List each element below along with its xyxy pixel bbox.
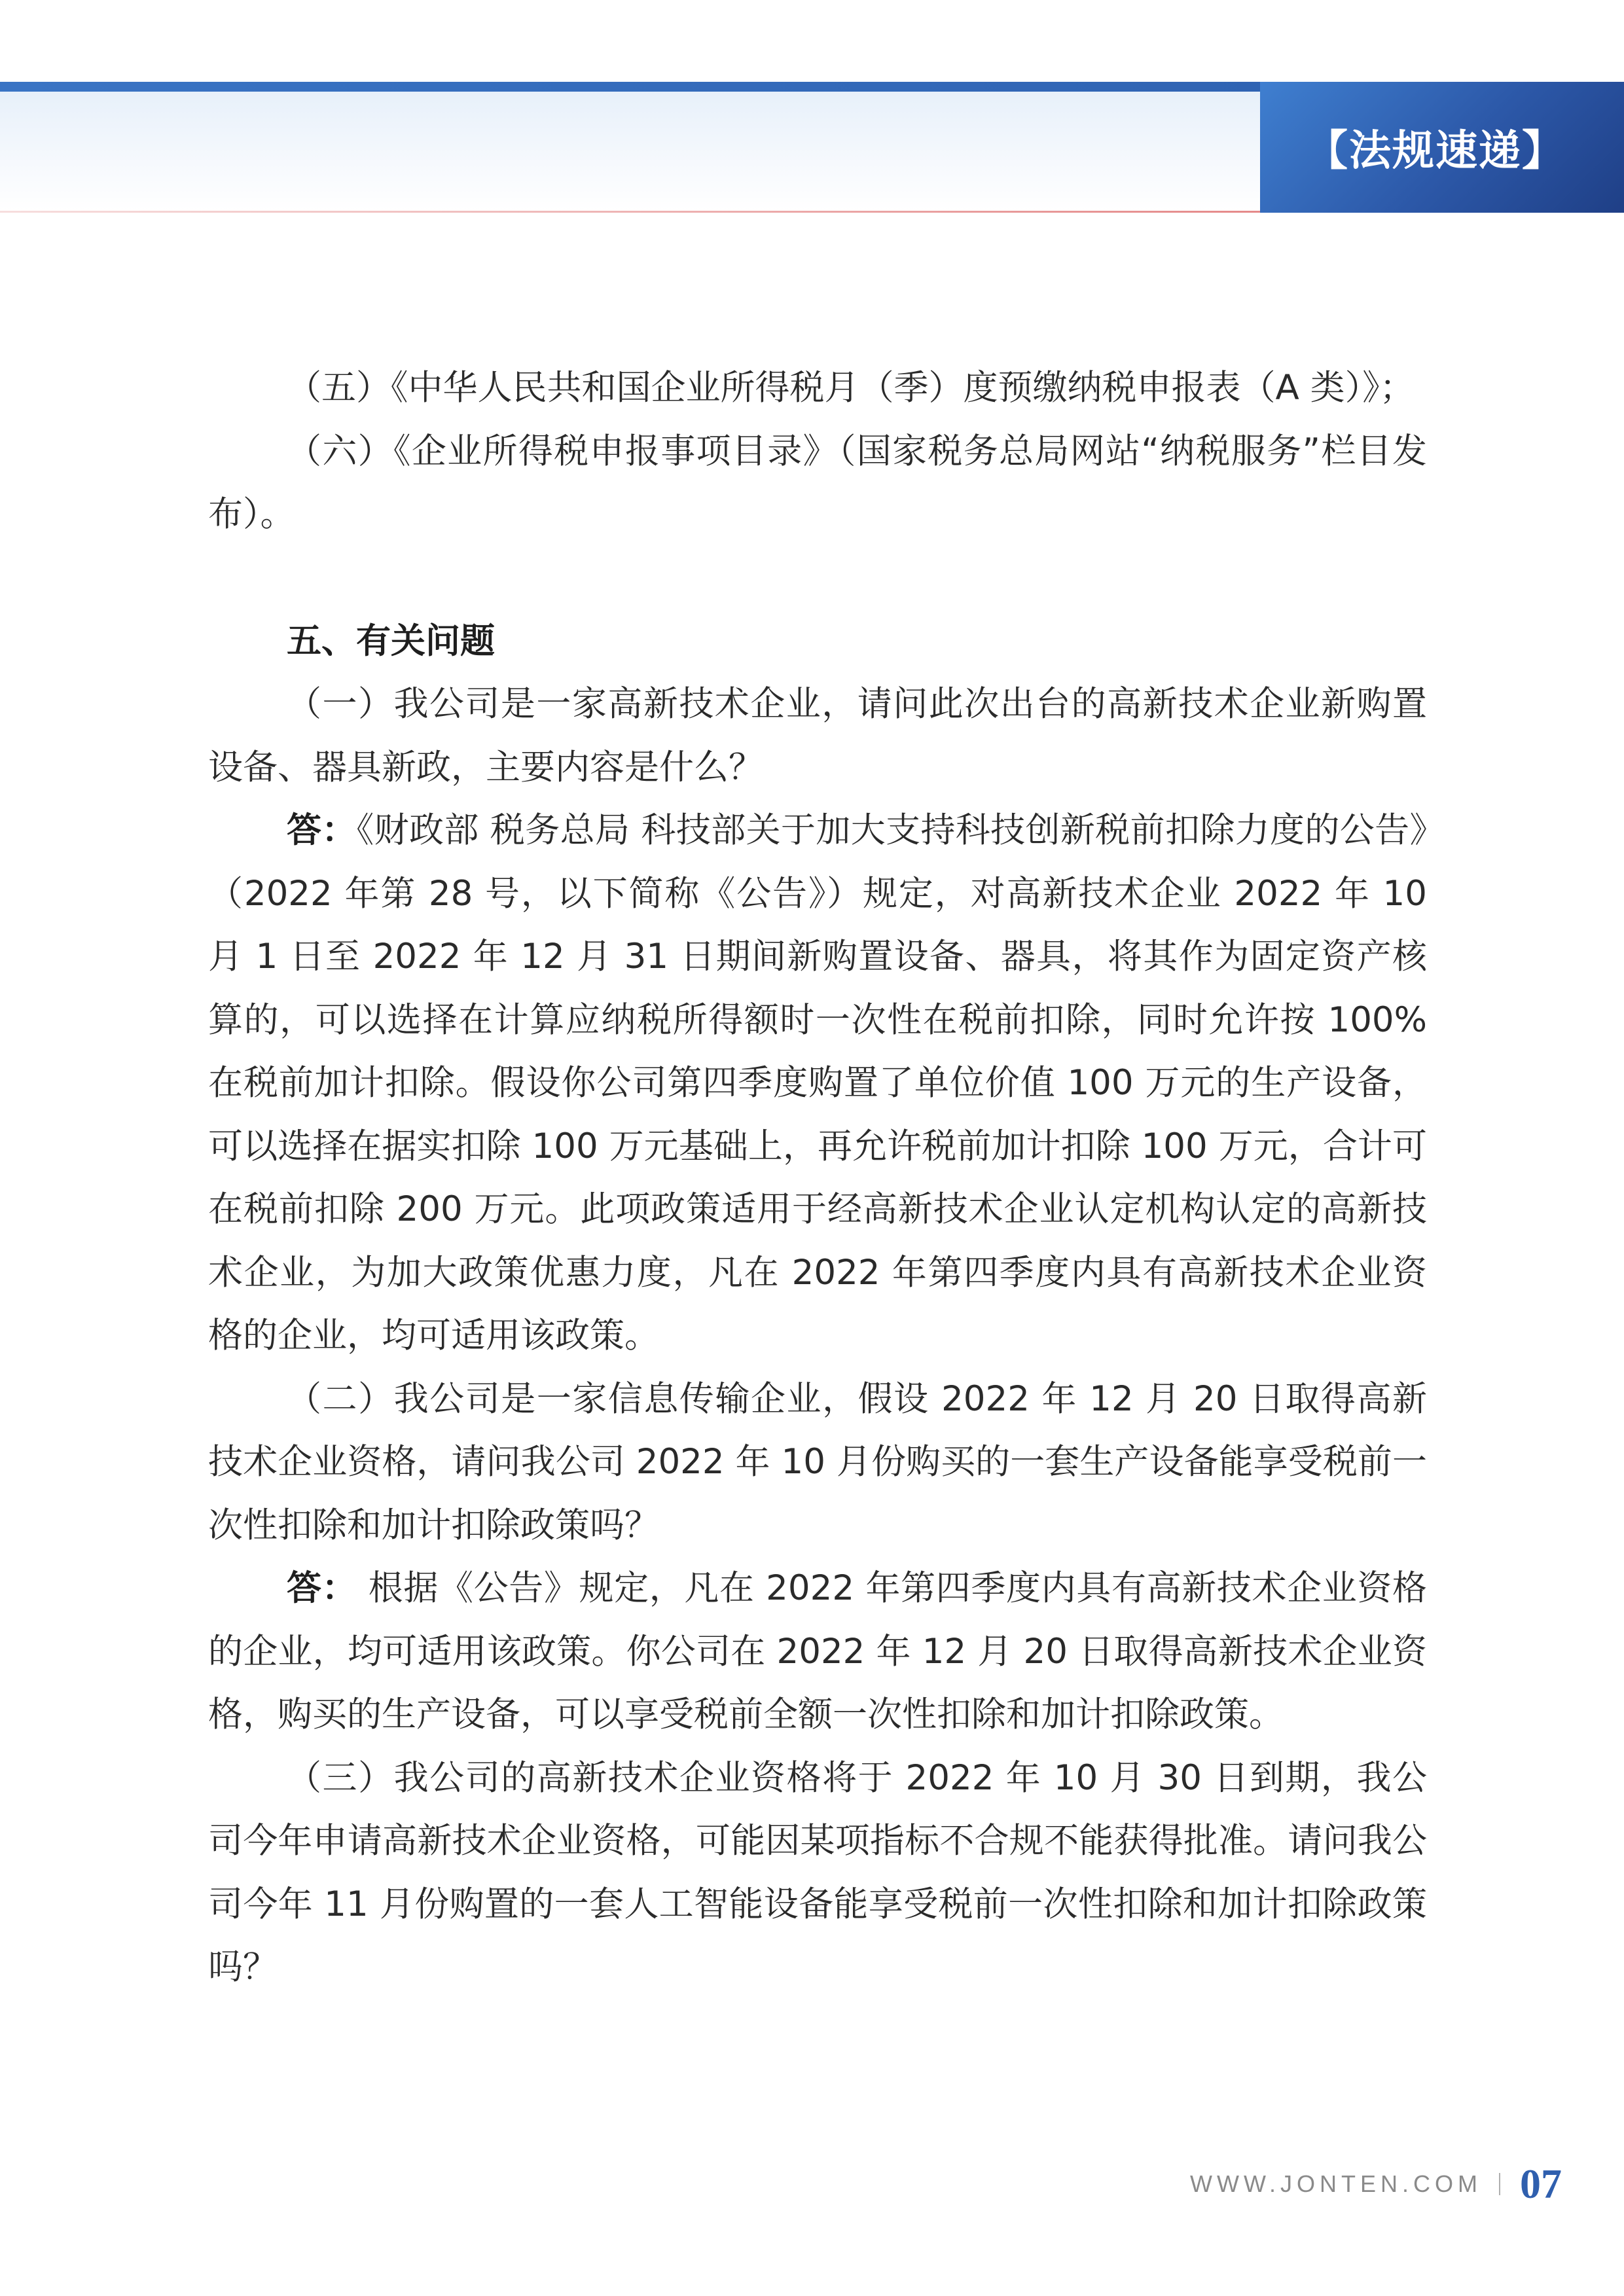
paragraph-item-6: （六）《企业所得税申报事项目录》（国家税务总局网站“纳税服务”栏目发布）。 xyxy=(208,431,1427,534)
answer-label: 答： xyxy=(287,810,357,850)
section-heading: 五、有关问题 xyxy=(287,620,495,661)
answer-2-text: 根据《公告》规定，凡在 2022 年第四季度内具有高新技术企业资格的企业，均可适用该政策。你公司在 2022 年 12 月 20 日取得高新技术企业资格，购买的生产设备，可以享受税前全额一次性扣除和加计扣除政策。 xyxy=(208,1568,1428,1734)
website-url: WWW.JONTEN.COM xyxy=(1190,2170,1482,2197)
header-top-rule xyxy=(0,82,1260,92)
paragraph-item-5: （五）《中华人民共和国企业所得税月（季）度预缴纳税申报表（A 类）》； xyxy=(287,368,1415,408)
question-1: （一）我公司是一家高新技术企业，请问此次出台的高新技术企业新购置设备、器具新政，主要内容是什么？ xyxy=(208,684,1427,787)
answer-label: 答： xyxy=(287,1568,357,1608)
question-2: （二）我公司是一家信息传输企业，假设 2022 年 12 月 20 日取得高新技术企业资格，请问我公司 2022 年 10 月份购买的一套生产设备能享受税前一次性扣除和加计扣除政策吗？ xyxy=(208,1378,1427,1545)
answer-2 xyxy=(208,1557,1427,1747)
section-tab xyxy=(1260,82,1624,213)
spacer xyxy=(208,547,1427,610)
page-number: 07 xyxy=(1520,2161,1562,2207)
header-band xyxy=(0,92,1260,211)
answer-1 xyxy=(208,799,1427,1368)
answer-1-text: 《财政部 税务总局 科技部关于加大支持科技创新税前扣除力度的公告》（2022 年第 28 号，以下简称《公告》）规定，对高新技术企业 2022 年 10 月 1 日至 2022 年 12 月 31 日期间新购置设备、器具，将其作为固定资产核算的，可以选择在计算应纳税所得额时一次性在税前扣除，同时允许按 100% 在税前加计扣除。假设你公司第四季度购置了单位价值 100 万元的生产设备，可以选择在据实扣除 100 万元基础上，再允许税前加计扣除 100 万元，合计可在税前扣除 200 万元。此项政策适用于经高新技术企业认定机构认定的高新技术企业，为加大政策优惠力度，凡在 2022 年第四季度内具有高新技术企业资格的企业，均可适用该政策。 xyxy=(208,810,1428,1355)
question-3: （三）我公司的高新技术企业资格将于 2022 年 10 月 30 日到期，我公司今年申请高新技术企业资格，可能因某项指标不合规不能获得批准。请问我公司今年 11 月份购置的一套人工智能设备能享受税前一次性扣除和加计扣除政策吗？ xyxy=(208,1757,1427,1987)
article-body xyxy=(208,357,1427,2000)
header-bottom-rule xyxy=(0,211,1260,213)
section-label: 【法规速递】 xyxy=(1306,126,1565,175)
footer-divider xyxy=(1499,2173,1500,2195)
page-footer xyxy=(1190,2160,1562,2208)
